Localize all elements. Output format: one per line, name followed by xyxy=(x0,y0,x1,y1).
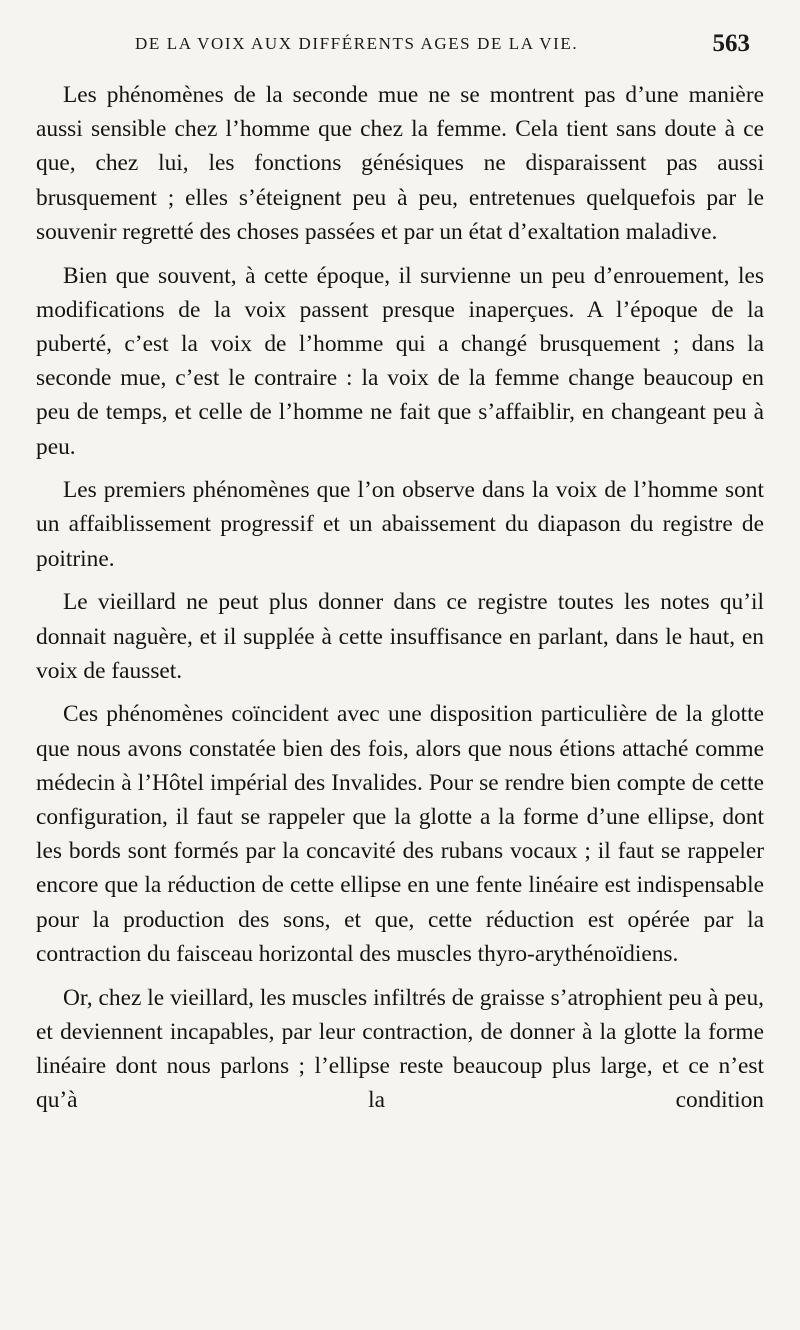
page-header xyxy=(40,30,760,64)
paragraph: Bien que souvent, à cette époque, il survienne un peu d’enrouement, les modifications de la voix passent presque inaperçues. A l’époque de la puberté, c’est la voix de l’homme qui a changé brusquement ; dans la seconde mue, c’est le contraire : la voix de la femme change beaucoup en peu de temps, et celle de l’homme ne fait que s’affaiblir, en changeant peu à peu. xyxy=(36,262,764,460)
body-text xyxy=(36,78,764,1127)
paragraph: Les phénomènes de la seconde mue ne se montrent pas d’une manière aussi sensible chez l’homme que chez la femme. Cela tient sans doute à ce que, chez lui, les fonctions génésiques ne disparaissent pas aussi brusquement ; elles s’éteignent peu à peu, entretenues quelquefois par le souvenir regretté des choses passées et par un état d’exaltation maladive. xyxy=(36,82,764,245)
running-title: DE LA VOIX AUX DIFFÉRENTS AGES DE LA VIE. xyxy=(135,34,579,53)
paragraph: Ces phénomènes coïncident avec une disposition particulière de la glotte que nous avons constatée bien des fois, alors que nous étions attaché comme médecin à l’Hôtel impérial des Invalides. Pour se rendre bien compte de cette configuration, il faut se rappeler que la glotte a la forme d’une ellipse, dont les bords sont formés par la concavité des rubans vocaux ; il faut se rappeler encore que la réduction de cette ellipse en une fente linéaire est indispensable pour la production des sons, et que, cette réduction est opérée par la contraction du faisceau horizontal des muscles thyro-arythénoïdiens. xyxy=(36,701,764,967)
paragraph: Les premiers phénomènes que l’on observe dans la voix de l’homme sont un affaiblissement progressif et un abaissement du diapason du registre de poitrine. xyxy=(36,477,764,572)
paragraph: Le vieillard ne peut plus donner dans ce registre toutes les notes qu’il donnait naguère, et il supplée à cette insuffisance en parlant, dans le haut, en voix de fausset. xyxy=(36,589,764,684)
page-number: 563 xyxy=(712,30,750,57)
paragraph: Or, chez le vieillard, les muscles infiltrés de graisse s’atrophient peu à peu, et deviennent incapables, par leur contraction, de donner à la glotte la forme linéaire dont nous parlons ; l’ellipse reste beaucoup plus large, et ce n’est qu’à la condition xyxy=(36,984,764,1114)
